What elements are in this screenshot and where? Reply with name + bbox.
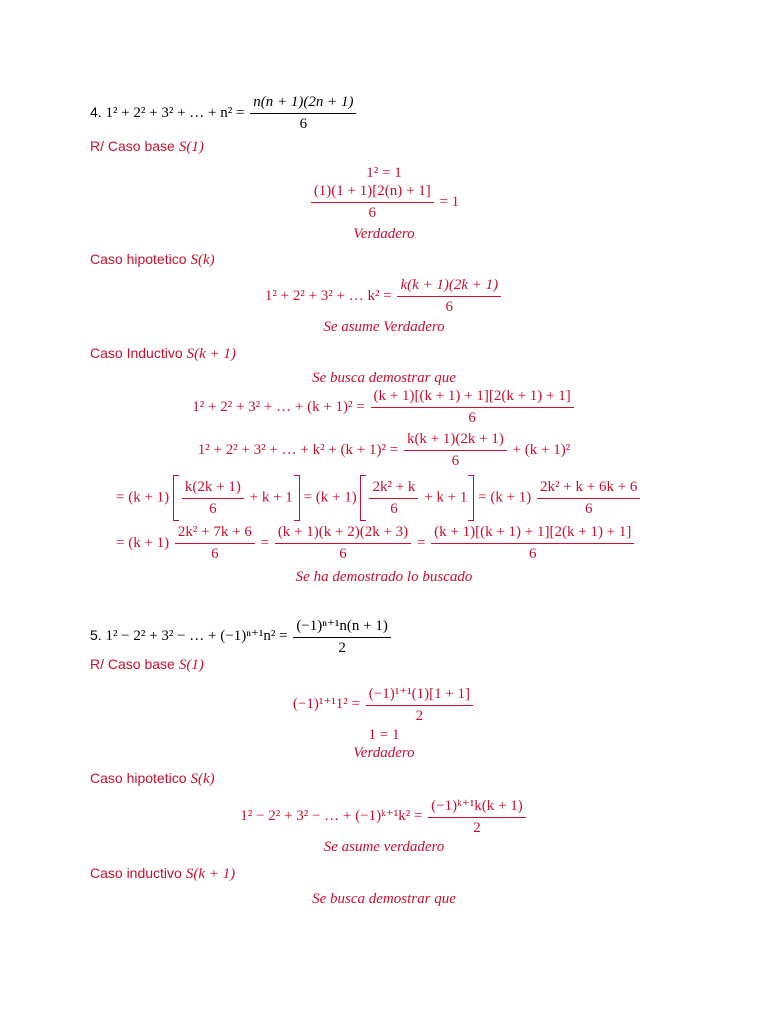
- step1-eq-4: [0, 431, 768, 470]
- goal-fraction: [371, 388, 574, 427]
- step2-fraction-2: [369, 479, 418, 518]
- hyp-case-s: S(k): [190, 771, 215, 787]
- base-denominator: 2: [415, 708, 424, 724]
- hyp-denominator: 6: [445, 299, 454, 315]
- step3-f1-numerator: 2k² + 7k + 6: [175, 524, 255, 544]
- base-numerator: (1)(1 + 1)[2(n) + 1]: [311, 183, 434, 203]
- problem-number: 4.: [90, 103, 102, 120]
- hyp-eq-5: [0, 796, 768, 837]
- ind-case-text: Caso inductivo: [90, 865, 182, 881]
- step2-eq-4: [116, 475, 642, 521]
- base-true-5: Verdadero: [353, 745, 415, 761]
- left-bracket: [173, 475, 179, 521]
- step3-f2-denominator: 6: [339, 546, 347, 562]
- step2-fraction-3: [537, 479, 640, 518]
- hyp-case-text: Caso hipotetico: [90, 770, 187, 786]
- step2-f2-denominator: 6: [390, 500, 398, 517]
- ind-case-text: Caso Inductivo: [90, 345, 183, 361]
- statement-fraction: [293, 616, 391, 657]
- proved-4: Se ha demostrado lo buscado: [295, 569, 473, 585]
- statement-denominator: 6: [299, 116, 308, 132]
- step2-f2-numerator: 2k² + k: [369, 479, 418, 499]
- ind-case-label-4: [90, 345, 236, 363]
- problem-number: 5.: [90, 626, 102, 643]
- step3-a: = (k + 1): [116, 534, 170, 551]
- step1-fraction: [404, 431, 507, 470]
- base-case-label-4: [90, 138, 204, 156]
- step2-f3-denominator: 6: [584, 500, 593, 517]
- hyp-lhs: 1² + 2² + 3² + … k² =: [264, 287, 392, 304]
- base-eq-1: 1² = 1: [366, 165, 402, 181]
- step3-f2-numerator: (k + 1)(k + 2)(2k + 3): [275, 524, 411, 544]
- step2-e: = (k + 1): [478, 489, 532, 506]
- step3-f3-numerator: (k + 1)[(k + 1) + 1][2(k + 1) + 1]: [431, 524, 634, 544]
- step3-fraction-1: [175, 524, 255, 563]
- step2-b: + k + 1: [249, 489, 293, 506]
- base-lhs: (−1)¹⁺¹1² =: [292, 695, 360, 712]
- step3-fraction-3: [431, 524, 634, 563]
- step1-denominator: 6: [451, 453, 460, 469]
- base-eq-simple-5: 1 = 1: [368, 727, 400, 743]
- hyp-lhs: 1² − 2² + 3² − … + (−1)ᵏ⁺¹k² =: [240, 807, 423, 824]
- hyp-case-label-5: [90, 770, 215, 788]
- left-bracket: [360, 475, 366, 521]
- hyp-denominator: 2: [473, 820, 481, 836]
- step3-b: =: [260, 534, 270, 551]
- base-case-label-5: [90, 656, 204, 674]
- hyp-case-s: S(k): [190, 252, 215, 268]
- base-numerator: (−1)¹⁺¹(1)[1 + 1]: [366, 684, 473, 706]
- problem-4-statement: [90, 94, 358, 133]
- statement-denominator: 2: [338, 640, 346, 656]
- step2-a: = (k + 1): [116, 489, 170, 506]
- base-fraction: [366, 684, 473, 725]
- step2-f1-numerator: k(2k + 1): [182, 479, 244, 499]
- ind-goal-4: Se busca demostrar que: [312, 370, 456, 386]
- ind-case-label-5: [90, 865, 235, 883]
- statement-lhs: 1² + 2² + 3² + … + n² =: [105, 104, 245, 121]
- step2-fraction-1: [182, 479, 244, 518]
- ind-goal-5: Se busca demostrar que: [312, 891, 456, 907]
- step3-f1-denominator: 6: [211, 546, 219, 562]
- step1-lhs: 1² + 2² + 3² + … + k² + (k + 1)² =: [197, 441, 399, 458]
- hyp-fraction: [428, 796, 526, 837]
- hyp-assume-4: Se asume Verdadero: [323, 319, 445, 335]
- base-denominator: 6: [368, 205, 376, 221]
- base-case-s: S(1): [178, 139, 204, 155]
- right-bracket: [468, 475, 474, 521]
- goal-eq-4: [0, 388, 768, 427]
- statement-lhs: 1² − 2² + 3² − … + (−1)ⁿ⁺¹n² =: [105, 627, 288, 644]
- base-case-text: R/ Caso base: [90, 656, 175, 672]
- problem-5-statement: [90, 616, 393, 657]
- hyp-numerator: k(k + 1)(2k + 1): [397, 277, 501, 297]
- step3-f3-denominator: 6: [529, 546, 537, 562]
- hyp-assume-5: Se asume verdadero: [323, 839, 445, 855]
- hyp-fraction: [397, 277, 501, 316]
- hyp-case-text: Caso hipotetico: [90, 251, 187, 267]
- hyp-eq-4: [0, 277, 768, 316]
- right-bracket: [294, 475, 300, 521]
- base-eq-5: [0, 684, 768, 725]
- base-fraction-line: [0, 183, 768, 222]
- base-case-s: S(1): [178, 657, 204, 673]
- base-fraction-rhs: = 1: [439, 193, 460, 210]
- statement-numerator: (−1)ⁿ⁺¹n(n + 1): [293, 616, 391, 638]
- step2-f3-numerator: 2k² + k + 6k + 6: [537, 479, 640, 499]
- goal-denominator: 6: [468, 410, 476, 426]
- step2-d: + k + 1: [424, 489, 468, 506]
- base-true-4: Verdadero: [353, 226, 415, 242]
- step3-fraction-2: [275, 524, 411, 563]
- step2-f1-denominator: 6: [209, 500, 217, 517]
- goal-numerator: (k + 1)[(k + 1) + 1][2(k + 1) + 1]: [371, 388, 574, 408]
- base-case-text: R/ Caso base: [90, 138, 175, 154]
- hyp-numerator: (−1)ᵏ⁺¹k(k + 1): [428, 796, 526, 818]
- step1-rhs: + (k + 1)²: [512, 441, 571, 458]
- step1-numerator: k(k + 1)(2k + 1): [404, 431, 507, 451]
- step2-c: = (k + 1): [303, 489, 357, 506]
- base-fraction: [311, 183, 434, 222]
- step3-c: =: [416, 534, 426, 551]
- statement-fraction: [250, 94, 356, 133]
- ind-case-s: S(k + 1): [186, 346, 236, 362]
- hyp-case-label-4: [90, 251, 215, 269]
- step3-eq-4: [116, 524, 636, 563]
- statement-numerator: n(n + 1)(2n + 1): [250, 94, 356, 114]
- goal-lhs: 1² + 2² + 3² + … + (k + 1)² =: [192, 398, 365, 415]
- ind-case-s: S(k + 1): [185, 866, 236, 882]
